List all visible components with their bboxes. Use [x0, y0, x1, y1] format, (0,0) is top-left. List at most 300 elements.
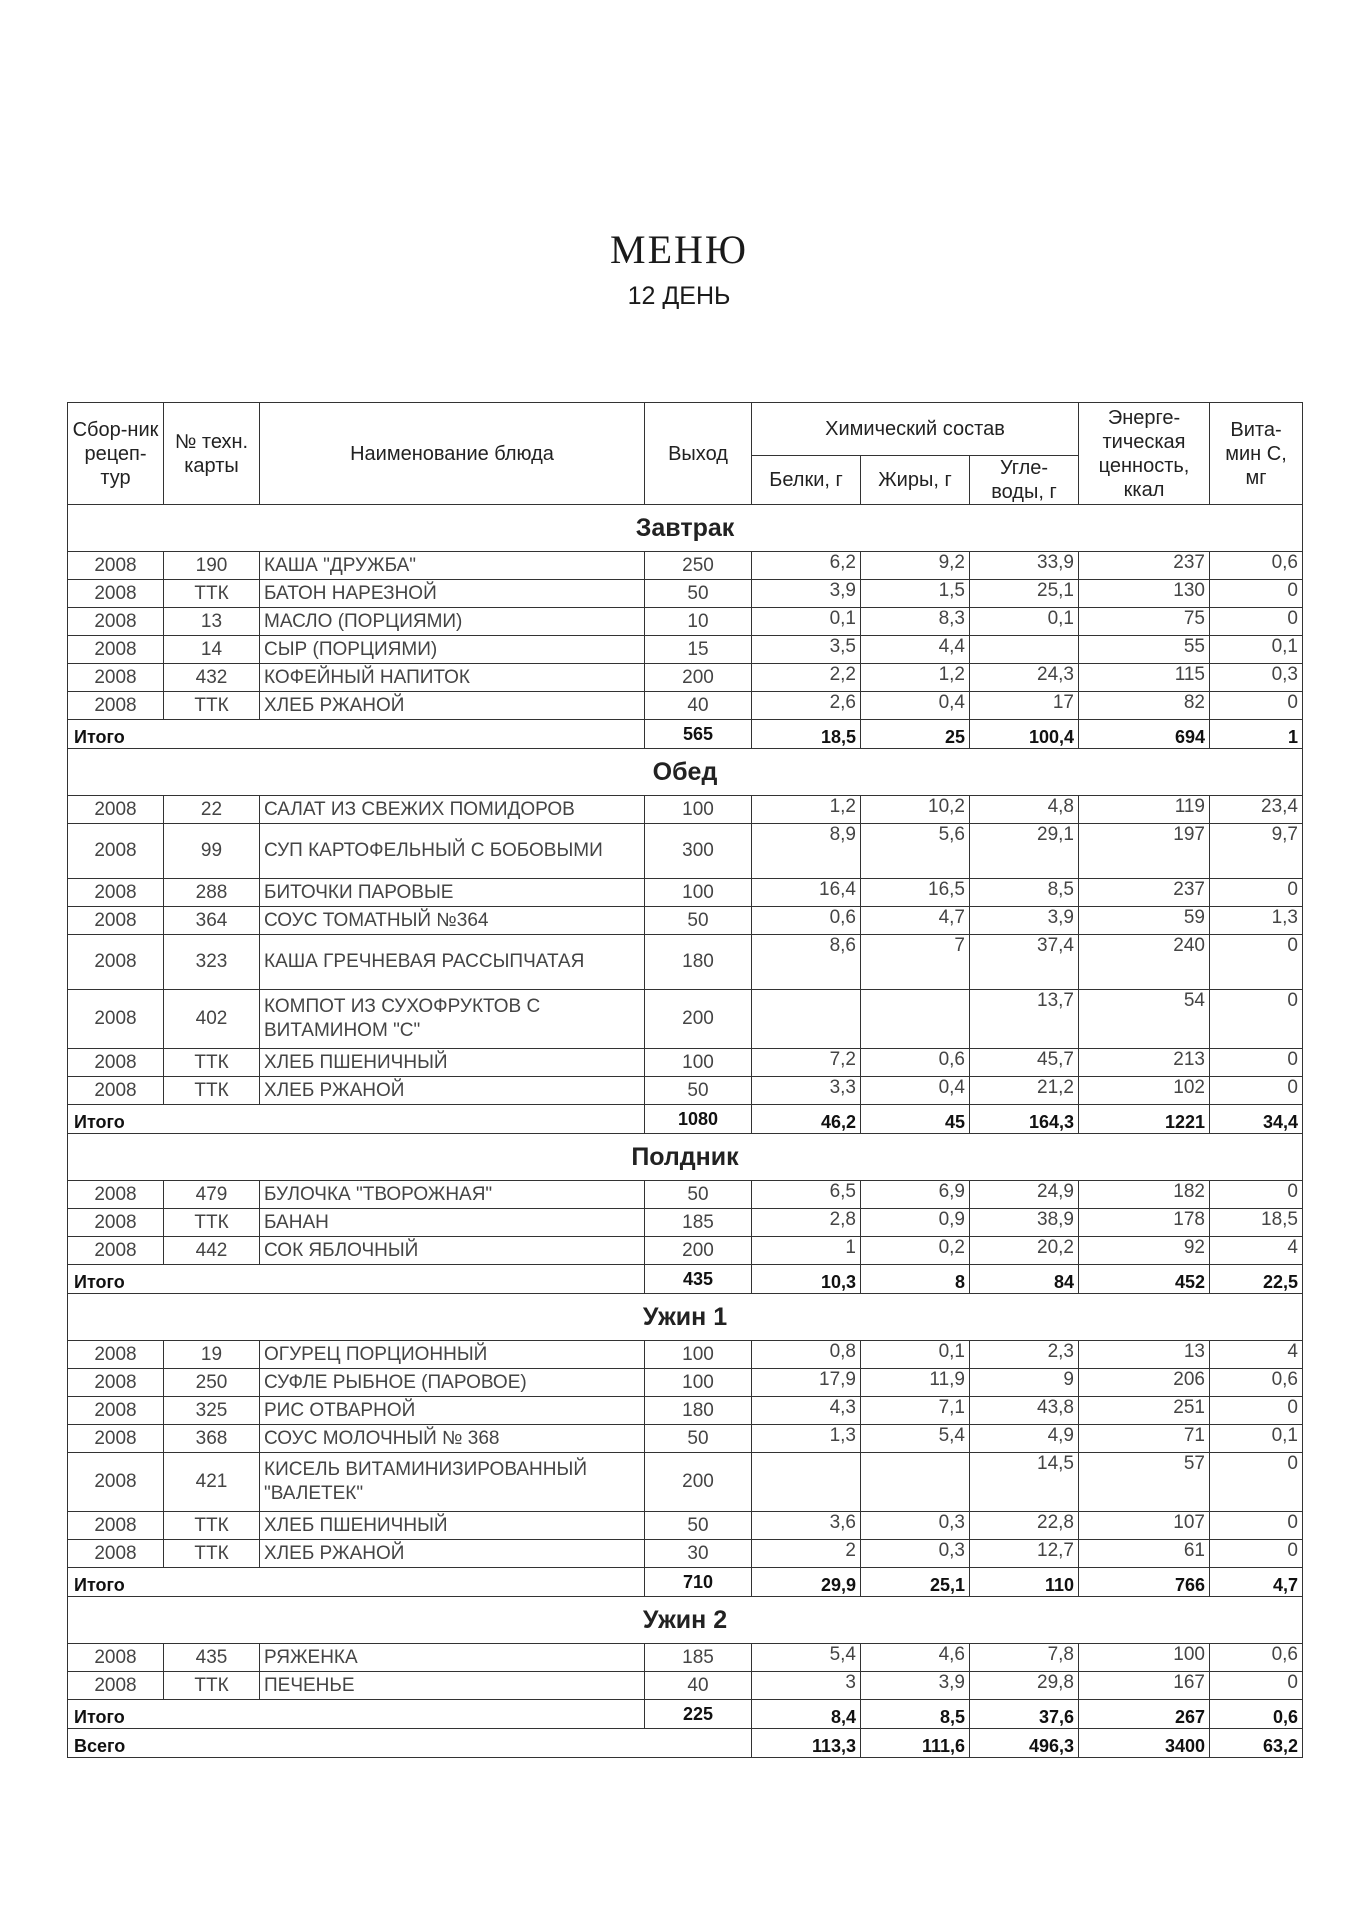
total-energy: 694 [1079, 720, 1210, 749]
cell-fats: 4,7 [861, 907, 970, 935]
cell-proteins: 7,2 [752, 1049, 861, 1077]
table-row [68, 552, 1303, 580]
cell-fats: 6,9 [861, 1181, 970, 1209]
cell-proteins: 17,9 [752, 1369, 861, 1397]
total-carbs: 100,4 [970, 720, 1079, 749]
cell-proteins: 3,6 [752, 1512, 861, 1540]
header-yield: Выход [645, 403, 752, 505]
total-vitamin-c: 4,7 [1210, 1568, 1303, 1597]
cell-card-no: ТТК [164, 1077, 260, 1105]
cell-proteins [752, 1453, 861, 1512]
cell-vitamin-c: 0 [1210, 1181, 1303, 1209]
table-row [68, 824, 1303, 879]
cell-yield: 10 [645, 608, 752, 636]
table-row [68, 1397, 1303, 1425]
total-row [68, 1568, 1303, 1597]
cell-carbs: 43,8 [970, 1397, 1079, 1425]
cell-collection: 2008 [68, 796, 164, 824]
total-proteins: 29,9 [752, 1568, 861, 1597]
cell-dish: КОФЕЙНЫЙ НАПИТОК [260, 664, 645, 692]
cell-proteins: 16,4 [752, 879, 861, 907]
cell-proteins [752, 990, 861, 1049]
cell-vitamin-c: 0,1 [1210, 636, 1303, 664]
cell-fats: 0,9 [861, 1209, 970, 1237]
cell-vitamin-c: 0,6 [1210, 552, 1303, 580]
total-label: Итого [68, 1265, 645, 1294]
cell-carbs: 0,1 [970, 608, 1079, 636]
cell-yield: 50 [645, 580, 752, 608]
cell-energy: 75 [1079, 608, 1210, 636]
cell-dish: КИСЕЛЬ ВИТАМИНИЗИРОВАННЫЙ "ВАЛЕТЕК" [260, 1453, 645, 1512]
cell-energy: 57 [1079, 1453, 1210, 1512]
cell-card-no: 323 [164, 935, 260, 990]
cell-fats: 0,4 [861, 692, 970, 720]
cell-vitamin-c: 0 [1210, 1453, 1303, 1512]
cell-proteins: 3 [752, 1672, 861, 1700]
page-subtitle: 12 ДЕНЬ [627, 282, 731, 310]
cell-dish: КАША "ДРУЖБА" [260, 552, 645, 580]
total-row [68, 1700, 1303, 1729]
total-yield: 435 [645, 1265, 752, 1294]
cell-energy: 130 [1079, 580, 1210, 608]
cell-proteins: 6,5 [752, 1181, 861, 1209]
total-energy: 766 [1079, 1568, 1210, 1597]
cell-yield: 50 [645, 1425, 752, 1453]
grand-total-label: Всего [68, 1729, 752, 1758]
total-proteins: 10,3 [752, 1265, 861, 1294]
cell-carbs: 37,4 [970, 935, 1079, 990]
cell-collection: 2008 [68, 1209, 164, 1237]
cell-carbs: 12,7 [970, 1540, 1079, 1568]
cell-proteins: 0,6 [752, 907, 861, 935]
cell-proteins: 3,3 [752, 1077, 861, 1105]
cell-dish: СУП КАРТОФЕЛЬНЫЙ С БОБОВЫМИ [260, 824, 645, 879]
cell-dish: ХЛЕБ ПШЕНИЧНЫЙ [260, 1049, 645, 1077]
table-row [68, 692, 1303, 720]
cell-carbs: 20,2 [970, 1237, 1079, 1265]
total-label: Итого [68, 1105, 645, 1134]
total-carbs: 110 [970, 1568, 1079, 1597]
cell-collection: 2008 [68, 1341, 164, 1369]
cell-card-no: 19 [164, 1341, 260, 1369]
cell-energy: 55 [1079, 636, 1210, 664]
cell-vitamin-c: 0 [1210, 990, 1303, 1049]
cell-collection: 2008 [68, 1237, 164, 1265]
table-row [68, 1512, 1303, 1540]
cell-dish: ХЛЕБ РЖАНОЙ [260, 692, 645, 720]
cell-yield: 250 [645, 552, 752, 580]
cell-collection: 2008 [68, 692, 164, 720]
cell-card-no: 13 [164, 608, 260, 636]
cell-dish: СОК ЯБЛОЧНЫЙ [260, 1237, 645, 1265]
cell-card-no: 22 [164, 796, 260, 824]
cell-energy: 71 [1079, 1425, 1210, 1453]
cell-yield: 30 [645, 1540, 752, 1568]
cell-yield: 200 [645, 1453, 752, 1512]
cell-card-no: 435 [164, 1644, 260, 1672]
table-row [68, 1209, 1303, 1237]
cell-vitamin-c: 18,5 [1210, 1209, 1303, 1237]
cell-fats: 0,3 [861, 1512, 970, 1540]
cell-energy: 206 [1079, 1369, 1210, 1397]
cell-proteins: 3,5 [752, 636, 861, 664]
cell-energy: 251 [1079, 1397, 1210, 1425]
table-row [68, 990, 1303, 1049]
total-yield: 1080 [645, 1105, 752, 1134]
cell-energy: 237 [1079, 879, 1210, 907]
total-vitamin-c: 34,4 [1210, 1105, 1303, 1134]
cell-collection: 2008 [68, 1397, 164, 1425]
cell-fats: 0,3 [861, 1540, 970, 1568]
cell-energy: 107 [1079, 1512, 1210, 1540]
table-row [68, 608, 1303, 636]
total-carbs: 37,6 [970, 1700, 1079, 1729]
cell-vitamin-c: 4 [1210, 1341, 1303, 1369]
total-vitamin-c: 0,6 [1210, 1700, 1303, 1729]
total-energy: 267 [1079, 1700, 1210, 1729]
cell-fats: 9,2 [861, 552, 970, 580]
cell-collection: 2008 [68, 824, 164, 879]
cell-proteins: 6,2 [752, 552, 861, 580]
cell-energy: 178 [1079, 1209, 1210, 1237]
section-title: Завтрак [68, 505, 1303, 552]
cell-card-no: ТТК [164, 1512, 260, 1540]
cell-vitamin-c: 0 [1210, 1397, 1303, 1425]
table-row [68, 1369, 1303, 1397]
cell-card-no: 368 [164, 1425, 260, 1453]
cell-card-no: 325 [164, 1397, 260, 1425]
cell-fats: 3,9 [861, 1672, 970, 1700]
cell-carbs [970, 636, 1079, 664]
table-row [68, 879, 1303, 907]
cell-yield: 40 [645, 692, 752, 720]
cell-yield: 185 [645, 1644, 752, 1672]
cell-proteins: 2,2 [752, 664, 861, 692]
cell-dish: БУЛОЧКА "ТВОРОЖНАЯ" [260, 1181, 645, 1209]
cell-collection: 2008 [68, 1369, 164, 1397]
cell-collection: 2008 [68, 664, 164, 692]
cell-proteins: 3,9 [752, 580, 861, 608]
cell-fats: 16,5 [861, 879, 970, 907]
cell-carbs: 14,5 [970, 1453, 1079, 1512]
cell-fats: 0,2 [861, 1237, 970, 1265]
cell-dish: РЯЖЕНКА [260, 1644, 645, 1672]
cell-card-no: 250 [164, 1369, 260, 1397]
cell-energy: 54 [1079, 990, 1210, 1049]
table-row [68, 1453, 1303, 1512]
cell-carbs: 7,8 [970, 1644, 1079, 1672]
cell-carbs: 13,7 [970, 990, 1079, 1049]
cell-vitamin-c: 0 [1210, 1672, 1303, 1700]
menu-table [67, 402, 1303, 1758]
cell-collection: 2008 [68, 636, 164, 664]
total-vitamin-c: 1 [1210, 720, 1303, 749]
menu-body [68, 505, 1303, 1758]
cell-fats: 5,4 [861, 1425, 970, 1453]
cell-yield: 200 [645, 664, 752, 692]
cell-yield: 200 [645, 1237, 752, 1265]
table-row [68, 1237, 1303, 1265]
cell-fats: 10,2 [861, 796, 970, 824]
cell-fats: 0,6 [861, 1049, 970, 1077]
grand-total-row [68, 1729, 1303, 1758]
cell-carbs: 2,3 [970, 1341, 1079, 1369]
cell-dish: ПЕЧЕНЬЕ [260, 1672, 645, 1700]
cell-energy: 182 [1079, 1181, 1210, 1209]
cell-carbs: 29,8 [970, 1672, 1079, 1700]
cell-dish: ХЛЕБ РЖАНОЙ [260, 1077, 645, 1105]
cell-vitamin-c: 23,4 [1210, 796, 1303, 824]
cell-carbs: 4,8 [970, 796, 1079, 824]
cell-dish: САЛАТ ИЗ СВЕЖИХ ПОМИДОРОВ [260, 796, 645, 824]
cell-yield: 50 [645, 907, 752, 935]
cell-carbs: 38,9 [970, 1209, 1079, 1237]
cell-proteins: 4,3 [752, 1397, 861, 1425]
total-vitamin-c: 22,5 [1210, 1265, 1303, 1294]
cell-dish: ХЛЕБ РЖАНОЙ [260, 1540, 645, 1568]
cell-fats: 4,4 [861, 636, 970, 664]
cell-vitamin-c: 4 [1210, 1237, 1303, 1265]
cell-vitamin-c: 9,7 [1210, 824, 1303, 879]
total-proteins: 46,2 [752, 1105, 861, 1134]
cell-energy: 240 [1079, 935, 1210, 990]
cell-carbs: 21,2 [970, 1077, 1079, 1105]
table-row [68, 1644, 1303, 1672]
table-row [68, 1341, 1303, 1369]
cell-fats: 1,2 [861, 664, 970, 692]
cell-proteins: 2,8 [752, 1209, 861, 1237]
cell-vitamin-c: 0 [1210, 1049, 1303, 1077]
cell-proteins: 8,6 [752, 935, 861, 990]
cell-collection: 2008 [68, 990, 164, 1049]
total-fats: 25,1 [861, 1568, 970, 1597]
cell-proteins: 5,4 [752, 1644, 861, 1672]
cell-vitamin-c: 0 [1210, 1512, 1303, 1540]
cell-vitamin-c: 0 [1210, 608, 1303, 636]
cell-carbs: 8,5 [970, 879, 1079, 907]
cell-energy: 119 [1079, 796, 1210, 824]
cell-card-no: 99 [164, 824, 260, 879]
header-energy: Энерге-тическая ценность, ккал [1079, 403, 1210, 505]
cell-collection: 2008 [68, 580, 164, 608]
cell-card-no: 442 [164, 1237, 260, 1265]
cell-vitamin-c: 0 [1210, 1077, 1303, 1105]
cell-fats: 5,6 [861, 824, 970, 879]
cell-yield: 185 [645, 1209, 752, 1237]
table-row [68, 1049, 1303, 1077]
cell-dish: СОУС МОЛОЧНЫЙ № 368 [260, 1425, 645, 1453]
cell-card-no: ТТК [164, 692, 260, 720]
table-row [68, 580, 1303, 608]
cell-dish: МАСЛО (ПОРЦИЯМИ) [260, 608, 645, 636]
cell-dish: СЫР (ПОРЦИЯМИ) [260, 636, 645, 664]
cell-fats: 0,4 [861, 1077, 970, 1105]
cell-card-no: 190 [164, 552, 260, 580]
cell-carbs: 9 [970, 1369, 1079, 1397]
cell-proteins: 0,8 [752, 1341, 861, 1369]
cell-yield: 180 [645, 935, 752, 990]
cell-yield: 100 [645, 879, 752, 907]
section-title: Ужин 1 [68, 1294, 1303, 1341]
total-proteins: 8,4 [752, 1700, 861, 1729]
cell-dish: ХЛЕБ ПШЕНИЧНЫЙ [260, 1512, 645, 1540]
cell-card-no: 421 [164, 1453, 260, 1512]
cell-carbs: 45,7 [970, 1049, 1079, 1077]
header-collection: Сбор-ник рецеп-тур [68, 403, 164, 505]
cell-proteins: 2,6 [752, 692, 861, 720]
cell-fats: 11,9 [861, 1369, 970, 1397]
cell-proteins: 1 [752, 1237, 861, 1265]
cell-fats [861, 990, 970, 1049]
cell-yield: 180 [645, 1397, 752, 1425]
table-row [68, 1077, 1303, 1105]
cell-collection: 2008 [68, 1453, 164, 1512]
total-energy: 452 [1079, 1265, 1210, 1294]
header-card-no: № техн. карты [164, 403, 260, 505]
cell-collection: 2008 [68, 1077, 164, 1105]
grand-total-fats: 111,6 [861, 1729, 970, 1758]
cell-yield: 50 [645, 1512, 752, 1540]
total-fats: 25 [861, 720, 970, 749]
section-title: Обед [68, 749, 1303, 796]
total-fats: 45 [861, 1105, 970, 1134]
total-label: Итого [68, 1700, 645, 1729]
total-row [68, 720, 1303, 749]
cell-vitamin-c: 0 [1210, 1540, 1303, 1568]
table-row [68, 1181, 1303, 1209]
cell-carbs: 17 [970, 692, 1079, 720]
cell-vitamin-c: 1,3 [1210, 907, 1303, 935]
total-yield: 565 [645, 720, 752, 749]
header-carbs: Угле-воды, г [970, 456, 1079, 505]
cell-yield: 100 [645, 1369, 752, 1397]
cell-yield: 50 [645, 1181, 752, 1209]
cell-vitamin-c: 0 [1210, 879, 1303, 907]
grand-total-proteins: 113,3 [752, 1729, 861, 1758]
total-yield: 710 [645, 1568, 752, 1597]
cell-proteins: 1,2 [752, 796, 861, 824]
total-label: Итого [68, 720, 645, 749]
total-carbs: 84 [970, 1265, 1079, 1294]
cell-energy: 237 [1079, 552, 1210, 580]
total-row [68, 1265, 1303, 1294]
header-vitamin-c: Вита-мин С, мг [1210, 403, 1303, 505]
cell-energy: 197 [1079, 824, 1210, 879]
cell-collection: 2008 [68, 1540, 164, 1568]
header-dish: Наименование блюда [260, 403, 645, 505]
cell-energy: 115 [1079, 664, 1210, 692]
cell-collection: 2008 [68, 1049, 164, 1077]
cell-energy: 61 [1079, 1540, 1210, 1568]
grand-total-vitamin-c: 63,2 [1210, 1729, 1303, 1758]
cell-vitamin-c: 0 [1210, 580, 1303, 608]
cell-carbs: 25,1 [970, 580, 1079, 608]
cell-dish: БИТОЧКИ ПАРОВЫЕ [260, 879, 645, 907]
table-row [68, 935, 1303, 990]
cell-proteins: 1,3 [752, 1425, 861, 1453]
cell-fats: 7,1 [861, 1397, 970, 1425]
cell-dish: КАША ГРЕЧНЕВАЯ РАССЫПЧАТАЯ [260, 935, 645, 990]
cell-carbs: 4,9 [970, 1425, 1079, 1453]
cell-card-no: 364 [164, 907, 260, 935]
cell-yield: 100 [645, 1049, 752, 1077]
cell-card-no: ТТК [164, 1672, 260, 1700]
cell-energy: 82 [1079, 692, 1210, 720]
cell-energy: 102 [1079, 1077, 1210, 1105]
cell-energy: 167 [1079, 1672, 1210, 1700]
cell-vitamin-c: 0,1 [1210, 1425, 1303, 1453]
cell-collection: 2008 [68, 1512, 164, 1540]
header-fats: Жиры, г [861, 456, 970, 505]
total-label: Итого [68, 1568, 645, 1597]
cell-fats [861, 1453, 970, 1512]
total-fats: 8 [861, 1265, 970, 1294]
cell-proteins: 0,1 [752, 608, 861, 636]
cell-carbs: 24,3 [970, 664, 1079, 692]
table-row [68, 1425, 1303, 1453]
cell-collection: 2008 [68, 1672, 164, 1700]
cell-yield: 100 [645, 1341, 752, 1369]
cell-yield: 50 [645, 1077, 752, 1105]
cell-energy: 213 [1079, 1049, 1210, 1077]
cell-carbs: 24,9 [970, 1181, 1079, 1209]
cell-collection: 2008 [68, 935, 164, 990]
cell-vitamin-c: 0 [1210, 692, 1303, 720]
cell-collection: 2008 [68, 907, 164, 935]
cell-card-no: ТТК [164, 1209, 260, 1237]
cell-collection: 2008 [68, 552, 164, 580]
cell-energy: 59 [1079, 907, 1210, 935]
cell-vitamin-c: 0 [1210, 935, 1303, 990]
cell-card-no: 288 [164, 879, 260, 907]
section-title: Ужин 2 [68, 1597, 1303, 1644]
cell-yield: 300 [645, 824, 752, 879]
cell-energy: 100 [1079, 1644, 1210, 1672]
table-row [68, 1540, 1303, 1568]
total-carbs: 164,3 [970, 1105, 1079, 1134]
cell-dish: БАТОН НАРЕЗНОЙ [260, 580, 645, 608]
grand-total-energy: 3400 [1079, 1729, 1210, 1758]
table-row [68, 636, 1303, 664]
cell-dish: КОМПОТ ИЗ СУХОФРУКТОВ С ВИТАМИНОМ "С" [260, 990, 645, 1049]
cell-dish: ОГУРЕЦ ПОРЦИОННЫЙ [260, 1341, 645, 1369]
cell-vitamin-c: 0,3 [1210, 664, 1303, 692]
cell-collection: 2008 [68, 879, 164, 907]
cell-collection: 2008 [68, 1425, 164, 1453]
cell-proteins: 2 [752, 1540, 861, 1568]
cell-collection: 2008 [68, 1181, 164, 1209]
cell-proteins: 8,9 [752, 824, 861, 879]
cell-yield: 40 [645, 1672, 752, 1700]
cell-yield: 15 [645, 636, 752, 664]
total-row [68, 1105, 1303, 1134]
cell-dish: РИС ОТВАРНОЙ [260, 1397, 645, 1425]
cell-card-no: 479 [164, 1181, 260, 1209]
cell-card-no: ТТК [164, 1049, 260, 1077]
cell-yield: 100 [645, 796, 752, 824]
cell-card-no: 432 [164, 664, 260, 692]
cell-collection: 2008 [68, 608, 164, 636]
cell-yield: 200 [645, 990, 752, 1049]
cell-card-no: 14 [164, 636, 260, 664]
cell-carbs: 3,9 [970, 907, 1079, 935]
total-proteins: 18,5 [752, 720, 861, 749]
total-yield: 225 [645, 1700, 752, 1729]
cell-fats: 4,6 [861, 1644, 970, 1672]
section-title: Полдник [68, 1134, 1303, 1181]
table-row [68, 664, 1303, 692]
grand-total-carbs: 496,3 [970, 1729, 1079, 1758]
